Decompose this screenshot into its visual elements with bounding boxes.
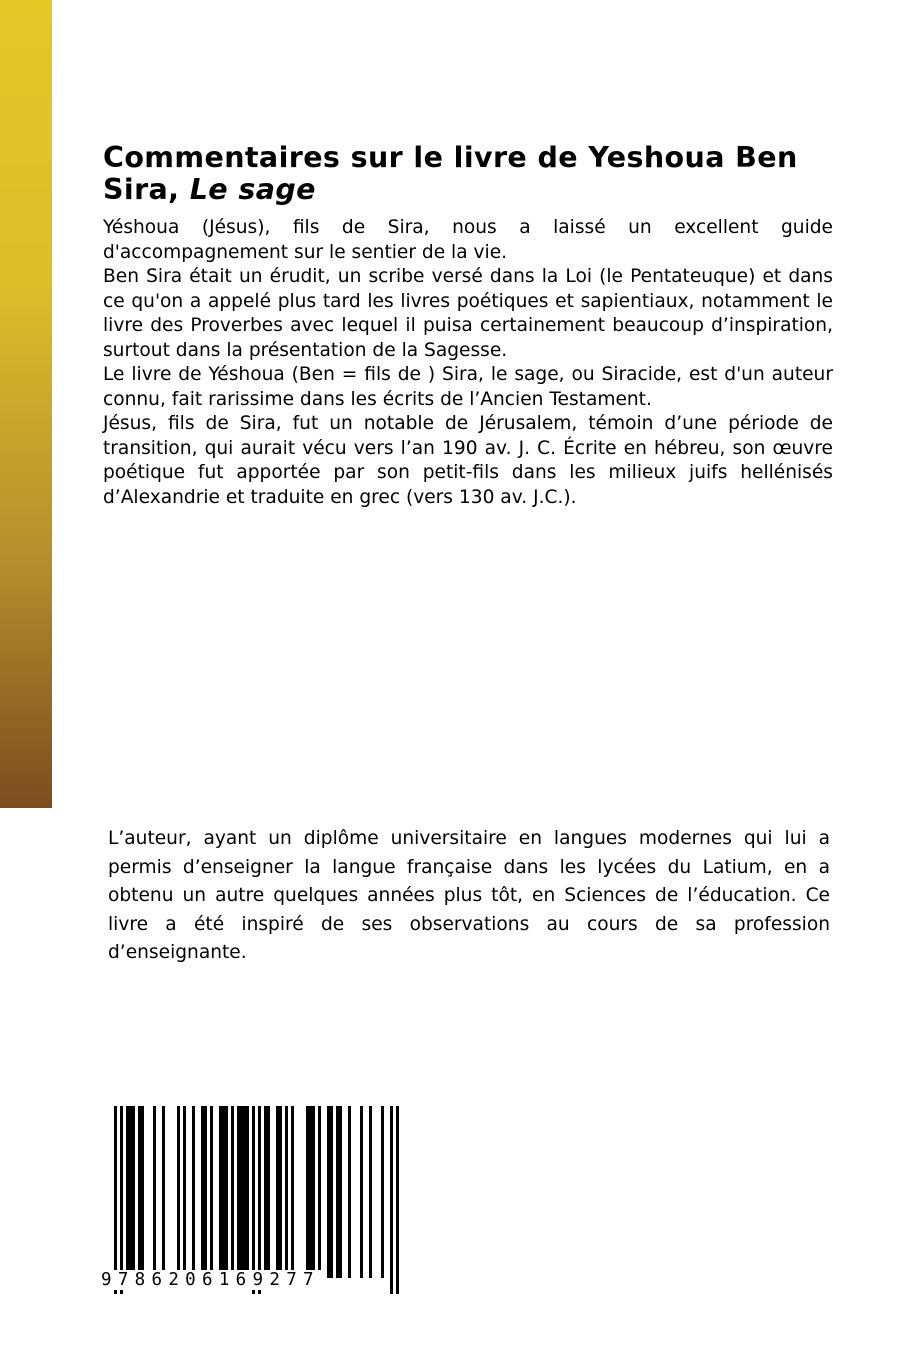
barcode-bar xyxy=(369,1106,372,1278)
barcode-bar xyxy=(381,1106,384,1278)
barcode-bar xyxy=(327,1106,333,1278)
isbn-number xyxy=(100,1270,418,1296)
barcode-bar xyxy=(318,1106,321,1278)
synopsis-paragraph: Jésus, fils de Sira, fut un notable de Jérusalem, témoin d’une période de transition, qui aurait vécu vers l’an 190 av. J. C. Écrite en hébreu, son œuvre poétique fut apportée par son petit-fils dans les milieux juifs hellénisés d’Alexandrie et traduite en grec (vers 130 av. J.C.). xyxy=(103,413,833,508)
author-bio xyxy=(108,825,830,968)
book-title xyxy=(103,142,833,206)
barcode-bar xyxy=(258,1106,261,1294)
barcode-bar xyxy=(306,1106,315,1278)
barcode-bar xyxy=(252,1106,255,1294)
barcode-bar xyxy=(231,1106,234,1278)
barcode-bar xyxy=(210,1106,213,1278)
barcode-bar xyxy=(291,1106,294,1278)
barcode-bar xyxy=(183,1106,186,1278)
isbn-number-text: 9786206169277 xyxy=(101,1270,320,1290)
barcode-bar xyxy=(237,1106,249,1278)
barcode-bar xyxy=(114,1106,117,1294)
barcode-bars xyxy=(100,1106,418,1296)
barcode-bar xyxy=(162,1106,165,1278)
barcode-bar xyxy=(120,1106,123,1294)
barcode-bar xyxy=(138,1106,144,1278)
barcode-bar xyxy=(177,1106,180,1278)
synopsis-paragraph: Yéshoua (Jésus), fils de Sira, nous a laissé un excellent guide d'accompagnement sur le sentier de la vie. xyxy=(103,217,833,263)
barcode-bar xyxy=(264,1106,270,1278)
barcode-bar xyxy=(126,1106,135,1278)
barcode-bar xyxy=(285,1106,288,1278)
barcode-bar xyxy=(396,1106,399,1294)
title-main: Commentaires sur le livre de Yeshoua Ben Sira, xyxy=(103,141,798,206)
synopsis xyxy=(103,216,833,510)
barcode-bar xyxy=(201,1106,207,1278)
barcode-bar xyxy=(360,1106,363,1278)
barcode-bar xyxy=(192,1106,195,1278)
barcode-bar xyxy=(276,1106,282,1278)
barcode-bar xyxy=(390,1106,393,1294)
title-italic: Le sage xyxy=(189,173,316,206)
author-bio-text: L’auteur, ayant un diplôme universitaire en langues modernes qui lui a permis d’enseigner la langue française dans les lycées du Latium, en a obtenu un autre quelques années plus tôt, en Sciences de l’éducation. Ce livre a été inspiré de ses observations au cours de sa profession d’enseignante. xyxy=(108,828,830,963)
barcode-bar xyxy=(336,1106,342,1278)
barcode-bar xyxy=(153,1106,156,1278)
synopsis-paragraph: Ben Sira était un érudit, un scribe versé dans la Loi (le Pentateuque) et dans ce qu'on a appelé plus tard les livres poétiques et sapientiaux, notamment le livre des Proverbes avec lequel il puisa certainement beaucoup d’inspiration, surtout dans la présentation de la Sagesse. xyxy=(103,266,833,361)
synopsis-paragraph: Le livre de Yéshoua (Ben = fils de ) Sira, le sage, ou Siracide, est d'un auteur connu, fait rarissime dans les écrits de l’Ancien Testament. xyxy=(103,364,833,410)
barcode-bar xyxy=(348,1106,351,1278)
barcode-bar xyxy=(219,1106,228,1278)
cover-accent-band xyxy=(0,0,52,808)
